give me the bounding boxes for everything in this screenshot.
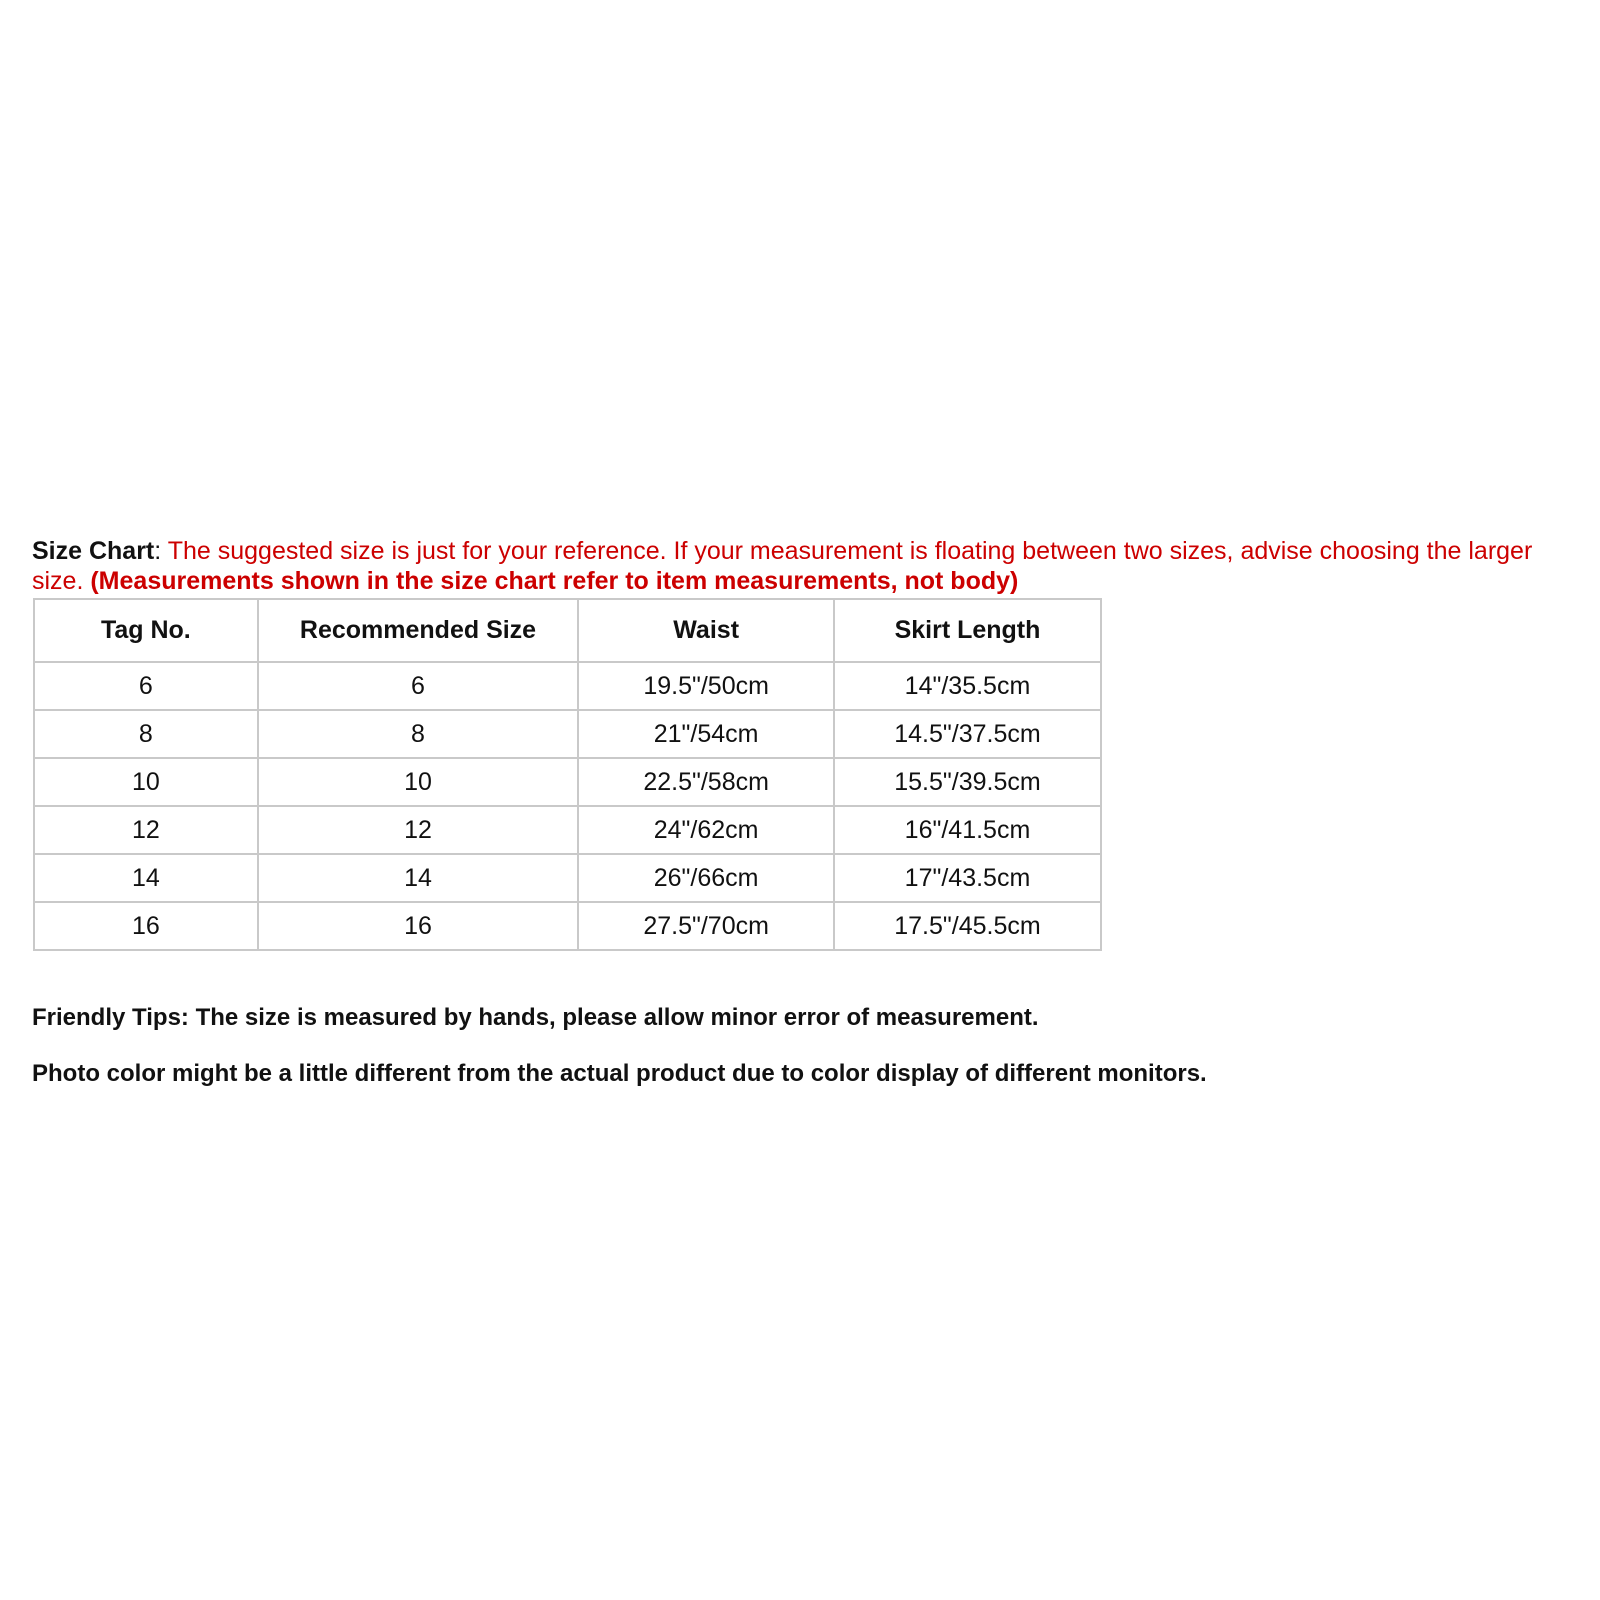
cell-recommended-size: 10	[258, 758, 579, 806]
table-row	[34, 902, 1101, 950]
cell-tag-no: 12	[34, 806, 258, 854]
cell-waist: 27.5"/70cm	[578, 902, 834, 950]
cell-skirt-length: 14"/35.5cm	[834, 662, 1101, 710]
table-row	[34, 662, 1101, 710]
measurement-note: (Measurements shown in the size chart refer to item measurements, not body)	[90, 567, 1019, 595]
cell-recommended-size: 6	[258, 662, 579, 710]
cell-tag-no: 16	[34, 902, 258, 950]
header-skirt-length: Skirt Length	[834, 599, 1101, 662]
cell-tag-no: 8	[34, 710, 258, 758]
size-chart-table	[33, 598, 1102, 951]
cell-recommended-size: 8	[258, 710, 579, 758]
table-row	[34, 758, 1101, 806]
cell-tag-no: 14	[34, 854, 258, 902]
cell-waist: 26"/66cm	[578, 854, 834, 902]
header-tag-no: Tag No.	[34, 599, 258, 662]
friendly-tips: Friendly Tips: The size is measured by hands, please allow minor error of measurement.	[32, 1004, 1039, 1031]
cell-skirt-length: 16"/41.5cm	[834, 806, 1101, 854]
photo-color-note: Photo color might be a little different from the actual product due to color display of different monitors.	[32, 1060, 1207, 1087]
table-row	[34, 854, 1101, 902]
cell-skirt-length: 17.5"/45.5cm	[834, 902, 1101, 950]
cell-skirt-length: 14.5"/37.5cm	[834, 710, 1101, 758]
title-colon: :	[154, 537, 162, 565]
size-chart-intro	[32, 536, 1577, 596]
table-header-row	[34, 599, 1101, 662]
size-chart-title: Size Chart	[32, 537, 155, 565]
cell-recommended-size: 14	[258, 854, 579, 902]
cell-tag-no: 10	[34, 758, 258, 806]
cell-recommended-size: 12	[258, 806, 579, 854]
cell-waist: 24"/62cm	[578, 806, 834, 854]
cell-waist: 22.5"/58cm	[578, 758, 834, 806]
cell-recommended-size: 16	[258, 902, 579, 950]
cell-skirt-length: 15.5"/39.5cm	[834, 758, 1101, 806]
cell-waist: 21"/54cm	[578, 710, 834, 758]
cell-waist: 19.5"/50cm	[578, 662, 834, 710]
header-waist: Waist	[578, 599, 834, 662]
size-advice-text: The suggested size is just for your reference. If your measurement is floating between two sizes, advise choosing the larger size.	[32, 537, 1533, 595]
header-recommended-size: Recommended Size	[258, 599, 579, 662]
table-row	[34, 710, 1101, 758]
table-row	[34, 806, 1101, 854]
cell-tag-no: 6	[34, 662, 258, 710]
cell-skirt-length: 17"/43.5cm	[834, 854, 1101, 902]
